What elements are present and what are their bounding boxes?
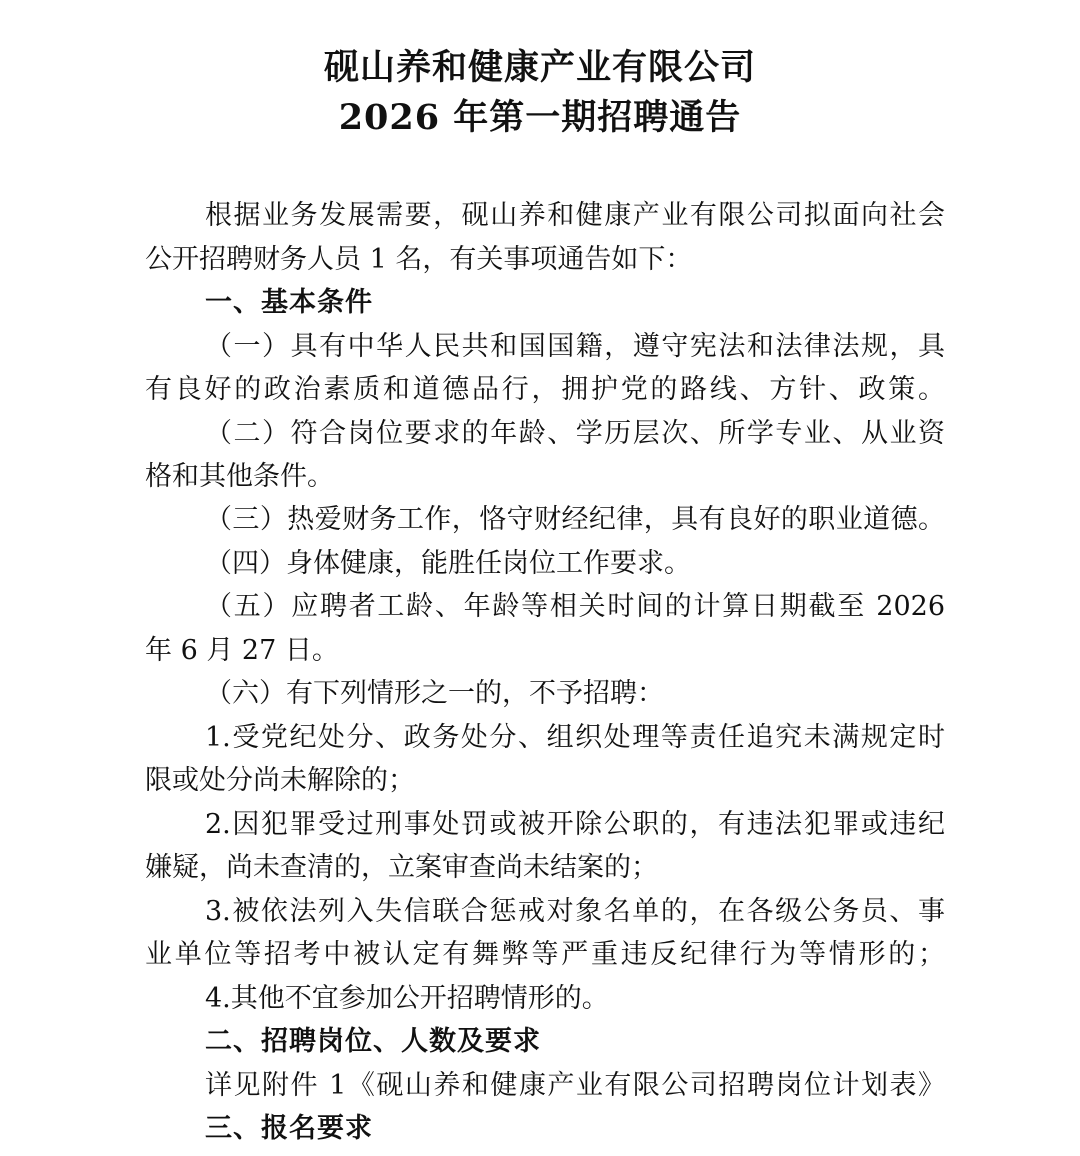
section-heading-positions: 二、招聘岗位、人数及要求 — [205, 1026, 541, 1057]
subitem-2-line-2: 嫌疑，尚未查清的，立案审查尚未结案的； — [145, 852, 658, 883]
paragraph-intro-line-1: 根据业务发展需要，砚山养和健康产业有限公司拟面向社会 — [205, 200, 945, 231]
item-1-line-2: 有良好的政治素质和道德品行，拥护党的路线、方针、政策。 — [145, 374, 945, 405]
subitem-3-line-2: 业单位等招考中被认定有舞弊等严重违反纪律行为等情形的； — [145, 939, 945, 970]
subitem-4-line-1: 4.其他不宜参加公开招聘情形的。 — [205, 983, 609, 1014]
item-5-line-2: 年 6 月 27 日。 — [145, 635, 339, 666]
item-4-line-1: （四）身体健康，能胜任岗位工作要求。 — [205, 548, 691, 579]
subitem-1-line-1: 1.受党纪处分、政务处分、组织处理等责任追究未满规定时 — [205, 722, 945, 753]
document-title-line-2: 2026 年第一期招聘通告 — [338, 97, 742, 138]
item-2-line-1: （二）符合岗位要求的年龄、学历层次、所学专业、从业资 — [205, 418, 945, 449]
item-1-line-1: （一）具有中华人民共和国国籍，遵守宪法和法律法规，具 — [205, 331, 945, 362]
subitem-2-line-1: 2.因犯罪受过刑事处罚或被开除公职的，有违法犯罪或违纪 — [205, 809, 945, 840]
item-5-line-1: （五）应聘者工龄、年龄等相关时间的计算日期截至 2026 — [205, 591, 945, 622]
paragraph-intro-line-2: 公开招聘财务人员 1 名，有关事项通告如下： — [145, 244, 693, 275]
section-heading-basic-conditions: 一、基本条件 — [205, 287, 373, 318]
item-6-line-1: （六）有下列情形之一的，不予招聘： — [205, 678, 664, 709]
section-heading-registration: 三、报名要求 — [205, 1113, 373, 1144]
subitem-3-line-1: 3.被依法列入失信联合惩戒对象名单的，在各级公务员、事 — [205, 896, 945, 927]
item-3-line-1: （三）热爱财务工作，恪守财经纪律，具有良好的职业道德。 — [205, 504, 945, 535]
item-2-line-2: 格和其他条件。 — [145, 461, 334, 492]
paragraph-attachment-reference: 详见附件 1《砚山养和健康产业有限公司招聘岗位计划表》 — [205, 1070, 945, 1101]
subitem-1-line-2: 限或处分尚未解除的； — [145, 765, 415, 796]
document-title-line-1: 砚山养和健康产业有限公司 — [323, 47, 756, 88]
